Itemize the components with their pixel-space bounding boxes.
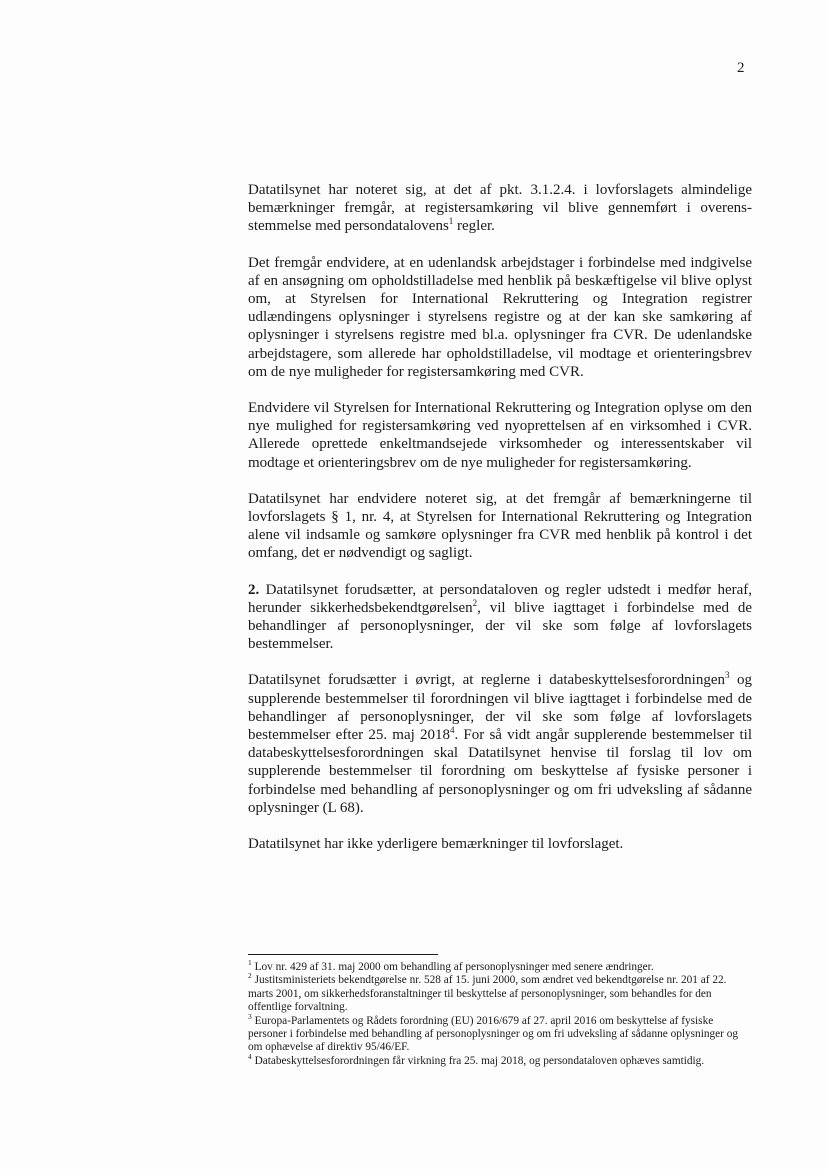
footnote-reference: 3 <box>725 670 730 681</box>
paragraph-text: Datatilsynet forudsætter, at persondataloven og regler udstedt i medfør heraf, herunder sikkerhedsbekendtgørelsen <box>248 581 752 616</box>
footnote <box>248 1052 752 1068</box>
footnote-reference: 2 <box>472 597 478 608</box>
footnote-text: Lov nr. 429 af 31. maj 2000 om behandling af personoplysninger med senere ændringer. <box>251 961 654 973</box>
paragraph-text: . For så vidt angår supplerende bestemmelser til databeskyttelsesforordningen skal Datatilsynet henvise til forslag til lov om supplerende bestemmelser til forordning om beskyttelse af fysiske personer i forbindelse med behandling af personoplysninger og om fri udveksling af sådanne oplysninger (L 68). <box>248 727 752 816</box>
body-paragraph <box>248 399 752 472</box>
letter-body <box>248 181 752 871</box>
body-paragraph <box>248 835 752 853</box>
paragraph-text: Det fremgår endvidere, at en udenlandsk arbejdstager i forbindelse med indgivelse af en ansøgning om opholdstilladelse med henblik på beskæftigelse vil blive oplyst om, at Styrelsen for International Rekruttering og Integration registrer udlændingens oplysninger i styrelsens registre og at der kan ske samkøring af oplysninger i styrelsens registre med bl.a. oplysninger fra CVR. De udenlandske arbejdstagere, som allerede har opholdstilladelse, vil modtage et orienteringsbrev om de nye muligheder for registersamkøring med CVR. <box>248 254 752 380</box>
paragraph-text: Datatilsynet har endvidere noteret sig, at det fremgår af bemærkningerne til lovforslagets § 1, nr. 4, at Styrelsen for International Rekruttering og Integration alene vil indsamle og samkøre oplysninger fra CVR med henblik på kontrol i det omfang, det er nødvendigt og sagligt. <box>248 490 752 562</box>
footnote-mark: 4 <box>248 1052 252 1062</box>
footnote-text: Justitsministeriets bekendtgørelse nr. 528 af 15. juni 2000, som ændret ved bekendtgørelse nr. 201 af 22. marts 2001, om sikkerhedsforanstaltninger til beskyttelse af personoplysninger, som behandles for den offentlige forvaltning. <box>248 974 727 1014</box>
section-number: 2. <box>248 581 260 598</box>
page-number: 2 <box>737 60 745 76</box>
body-paragraph <box>248 181 752 236</box>
footnote <box>248 958 752 974</box>
body-paragraph <box>248 581 752 654</box>
footnote <box>248 1011 752 1055</box>
footnote-mark: 3 <box>248 1011 252 1021</box>
footnote <box>248 971 752 1014</box>
footnote-mark: 2 <box>248 971 252 981</box>
footnote-text: Europa-Parlamentets og Rådets forordning (EU) 2016/679 af 27. april 2016 om beskyttelse af fysiske personer i forbindelse med behandling af personoplysninger og om fri udveksling af sådanne oplysninger og om ophævelse af direktiv 95/46/EF. <box>248 1014 739 1054</box>
body-paragraph <box>248 490 752 563</box>
paragraph-text: Datatilsynet har ikke yderligere bemærkninger til lovforslaget. <box>248 836 624 853</box>
paragraph-text: Endvidere vil Styrelsen for International Rekruttering og Integration oplyse om den nye mulighed for registersamkøring ved nyoprettelsen af en virksomhed i CVR. Allerede oprettede enkeltmandsejede virksomheder og interessentskaber vil modtage et orienteringsbrev om de nye muligheder for registersamkøring. <box>248 400 752 471</box>
footnotes-section <box>248 958 752 1068</box>
paragraph-text: , vil blive iagttaget i forbindelse med de behandlinger af personoplysninger, der vil ske som følge af lovforslagets bestemmelser. <box>248 599 752 653</box>
paragraph-text: og supplerende bestemmelser til forordningen vil blive iagttaget i forbindelse med de behandlinger af personoplysninger, der vil ske som følge af lovforslagets bestemmelser efter 25. maj 2018 <box>248 672 753 744</box>
paragraph-text: Datatilsynet forudsætter i øvrigt, at reglerne i databeskyttelsesforordningen <box>248 672 725 689</box>
paragraph-text: regler. <box>453 218 495 235</box>
paragraph-text: Datatilsynet har noteret sig, at det af pkt. 3.1.2.4. i lovforslagets almindelige bemærkninger fremgår, at registersamkøring vil blive gennemført i overensstemmelse med persondatalovens <box>248 182 752 235</box>
footnote-mark: 1 <box>248 958 252 968</box>
footnote-divider <box>248 954 438 955</box>
footnote-reference: 4 <box>449 725 455 736</box>
footnote-reference: 1 <box>448 216 454 227</box>
body-paragraph <box>248 254 752 381</box>
body-paragraph <box>248 671 752 817</box>
footnote-text: Databeskyttelsesforordningen får virkning fra 25. maj 2018, og persondataloven ophæves samtidig. <box>251 1054 705 1067</box>
